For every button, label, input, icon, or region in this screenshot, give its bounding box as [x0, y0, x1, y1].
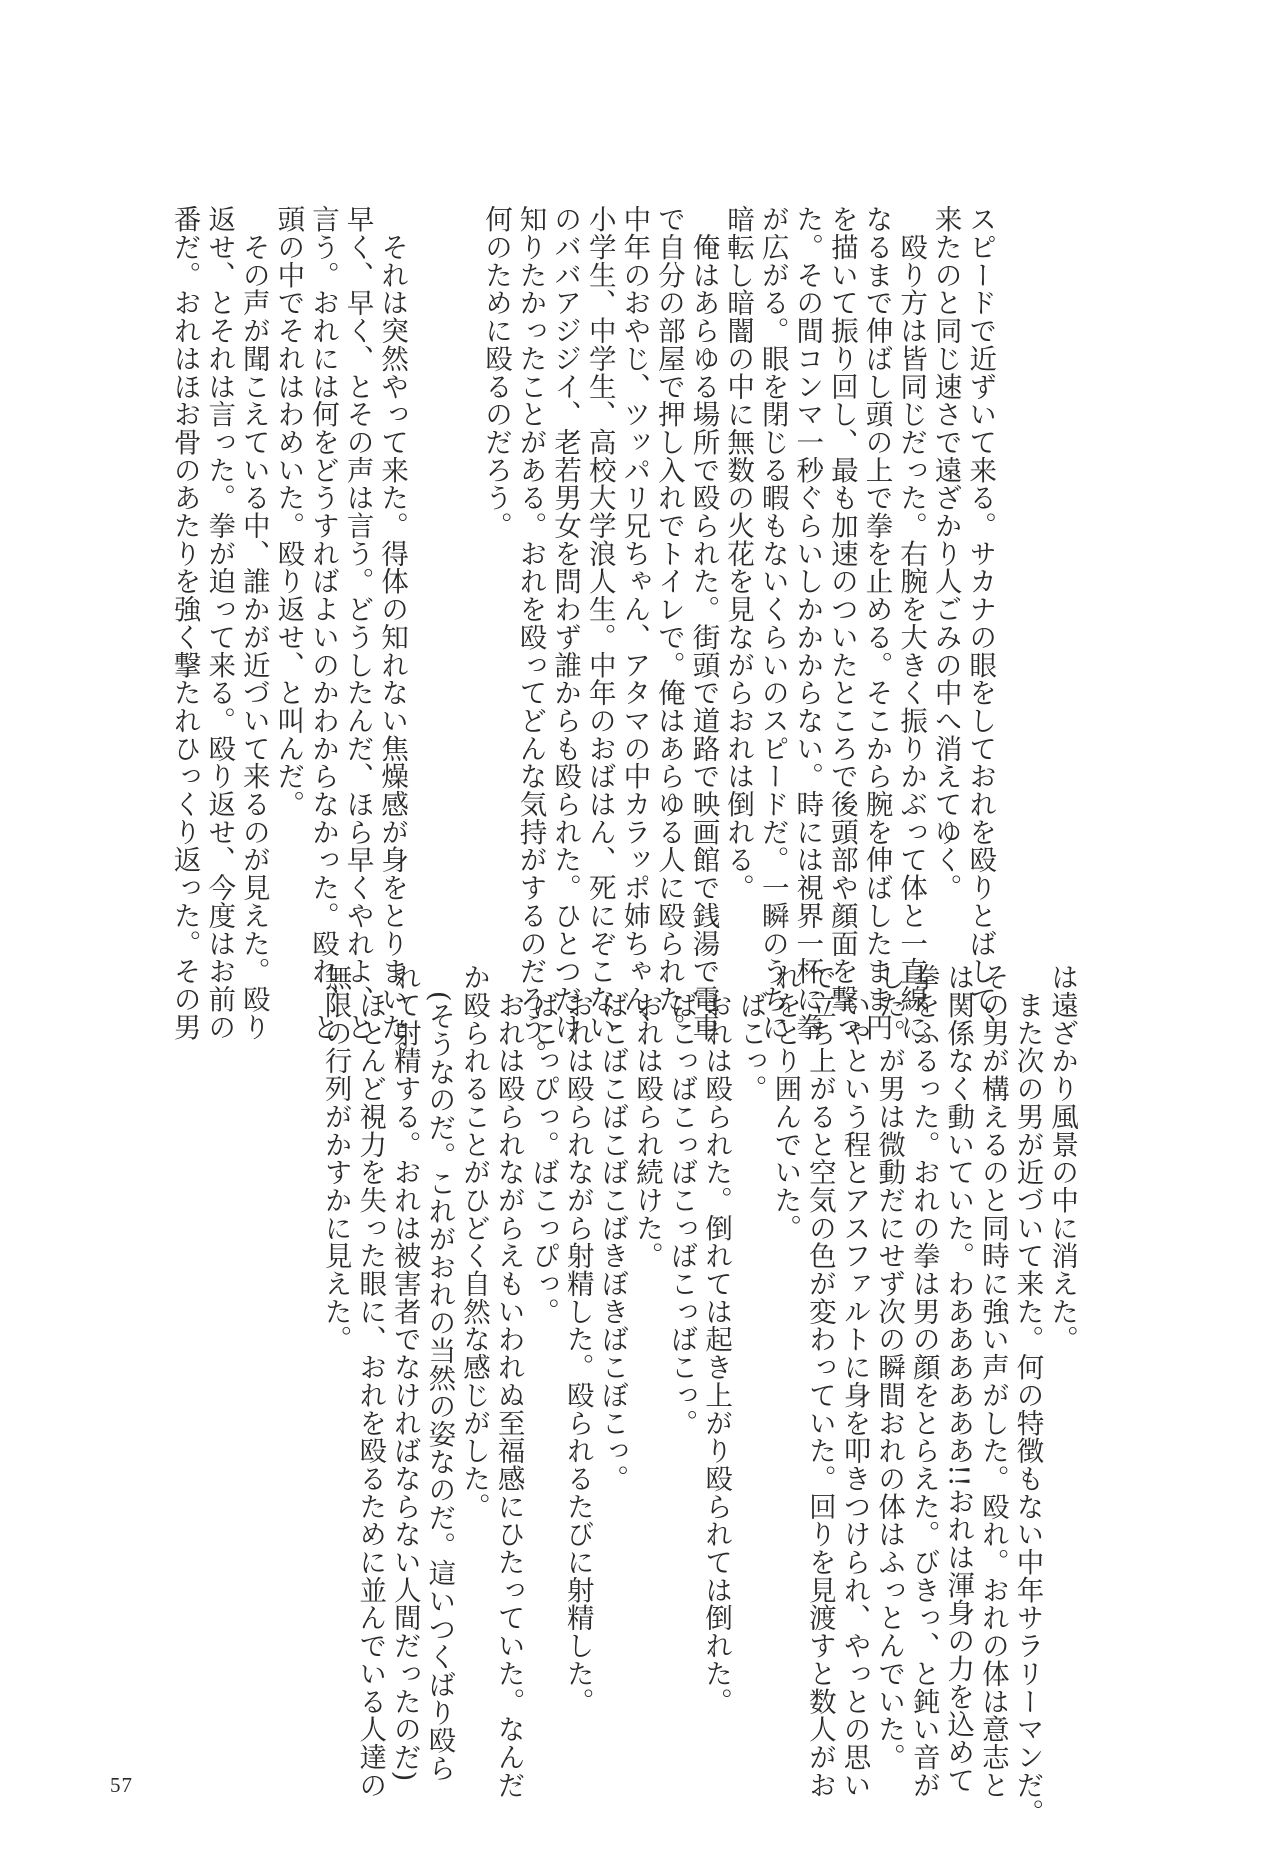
blank-column	[444, 205, 479, 945]
text-column: 小学生、中学生、高校大学浪人生。中年のおばはん、死にぞこない	[583, 205, 616, 1041]
text-column: ばこっばこっばこっばこっばこっ。	[665, 963, 698, 1437]
text-column: 知りたかったことがある。おれを殴ってどんな気持がするのだろう。	[514, 205, 547, 1069]
text-column: した。が男は微動だにせず次の瞬間おれの体はふっとんでいた。	[873, 963, 906, 1771]
text-column: れて射精する。おれは被害者でなければならない人間だったのだ)	[388, 963, 421, 1782]
text-column: 何のために殴るのだろう。	[479, 205, 512, 540]
text-column: 返せ、とそれは言った。拳が迫って来る。殴り返せ、今度はお前の	[203, 205, 236, 1041]
text-column: た。その間コンマ一秒ぐらいしかかからない。時には視界一杯に拳	[791, 205, 824, 1041]
text-column: か殴られることがひどく自然な感じがした。	[457, 963, 490, 1520]
text-column: おれは殴られた。倒れては起き上がり殴られては倒れた。	[700, 963, 733, 1715]
text-column: (そうなのだ。これがおれの当然の姿なのだ。這いつくばり殴ら	[423, 963, 456, 1782]
text-column: が広がる。眼を閉じる暇もないくらいのスピードだ。一瞬のうちに	[756, 205, 789, 1041]
text-column: 来たのと同じ速さで遠ざかり人ごみの中へ消えてゆく。	[929, 205, 962, 902]
text-column: スピードで近ずいて来る。サカナの眼をしておれを殴りとばして、	[964, 205, 997, 1041]
text-column: いやという程とアスファルトに身を叩きつけられ、やっとの思い	[838, 963, 871, 1799]
text-column: その声が聞こえている中、誰かが近づいて来るのが見えた。殴り	[237, 205, 270, 1041]
text-column: それは突然やって来た。得体の知れない焦燥感が身をとりまいた。	[376, 205, 409, 1069]
text-column: ばこっ。	[734, 963, 767, 1103]
text-column: その男が構えるのと同時に強い声がした。殴れ。おれの体は意志と	[976, 963, 1009, 1799]
text-column: 中年のおやじ、ツッパリ兄ちゃん、アタマの中カラッポ姉ちゃん、	[618, 205, 651, 1041]
text-column: 早く、早く、とその声は言う。どうしたんだ、ほら早くやれよ、と	[341, 205, 374, 1041]
blank-column	[409, 205, 444, 945]
text-column: 殴り方は皆同じだった。右腕を大きく振りかぶって体と一直線に	[895, 205, 928, 1041]
text-column: は遠ざかり風景の中に消えた。	[1046, 963, 1079, 1353]
text-column: 俺はあらゆる場所で殴られた。街頭で道路で映画館で銭湯で電車	[687, 205, 720, 1041]
text-column: 言う。おれには何をどうすればよいのかわからなかった。殴れ、と	[306, 205, 339, 1041]
text-column: 無限の行列がかすかに見えた。	[319, 963, 352, 1353]
text-column: なるまで伸ばし頭の上で拳を止める。そこから腕を伸ばしたまま円	[860, 205, 893, 1041]
text-column: ほとんど視力を失った眼に、おれを殴るために並んでいる人達の	[354, 963, 387, 1799]
text-column: のババアジジイ、老若男女を問わず誰からも殴られた。ひとつだけ	[549, 205, 582, 1041]
text-column: おれは殴られながら射精した。殴られるたびに射精した。	[561, 963, 594, 1715]
text-column: は関係なく動いていた。わああああああ!!おれは渾身の力を込めて	[942, 963, 975, 1794]
text-column: おれは殴られ続けた。	[630, 963, 663, 1270]
page-number: 57	[110, 1773, 133, 1797]
text-column: 番だ。おれはほお骨のあたりを強く撃たれひっくり返った。その男	[168, 205, 201, 1041]
text-column: れをとり囲んでいた。	[769, 963, 802, 1242]
text-column: おれは殴られながらえもいわれぬ至福感にひたっていた。なんだ	[492, 963, 525, 1799]
text-column: ばこっぴっ。ばこっぴっ。	[527, 963, 560, 1326]
text-column: を描いて振り回し、最も加速のついたところで後頭部や顔面を撃っ	[825, 205, 858, 1041]
text-column: 頭の中でそれはわめいた。殴り返せ、と叫んだ。	[272, 205, 305, 818]
lower-text-block	[318, 963, 1079, 1827]
text-column: 暗転し暗闇の中に無数の火花を見ながらおれは倒れる。	[722, 205, 755, 902]
text-column: 拳をふるった。おれの拳は男の顔をとらえた。びきっ、と鈍い音が	[907, 963, 940, 1799]
text-column: で自分の部屋で押し入れでトイレで。俺はあらゆる人に殴られた。	[652, 205, 685, 1041]
text-column: で立ち上がると空気の色が変わっていた。回りを見渡すと数人がお	[803, 963, 836, 1799]
text-column: ばこばこばこばこばきぼきばこぼこっ。	[596, 963, 629, 1493]
text-column: また次の男が近づいて来た。何の特徴もない中年サラリーマンだ。	[1011, 963, 1044, 1827]
